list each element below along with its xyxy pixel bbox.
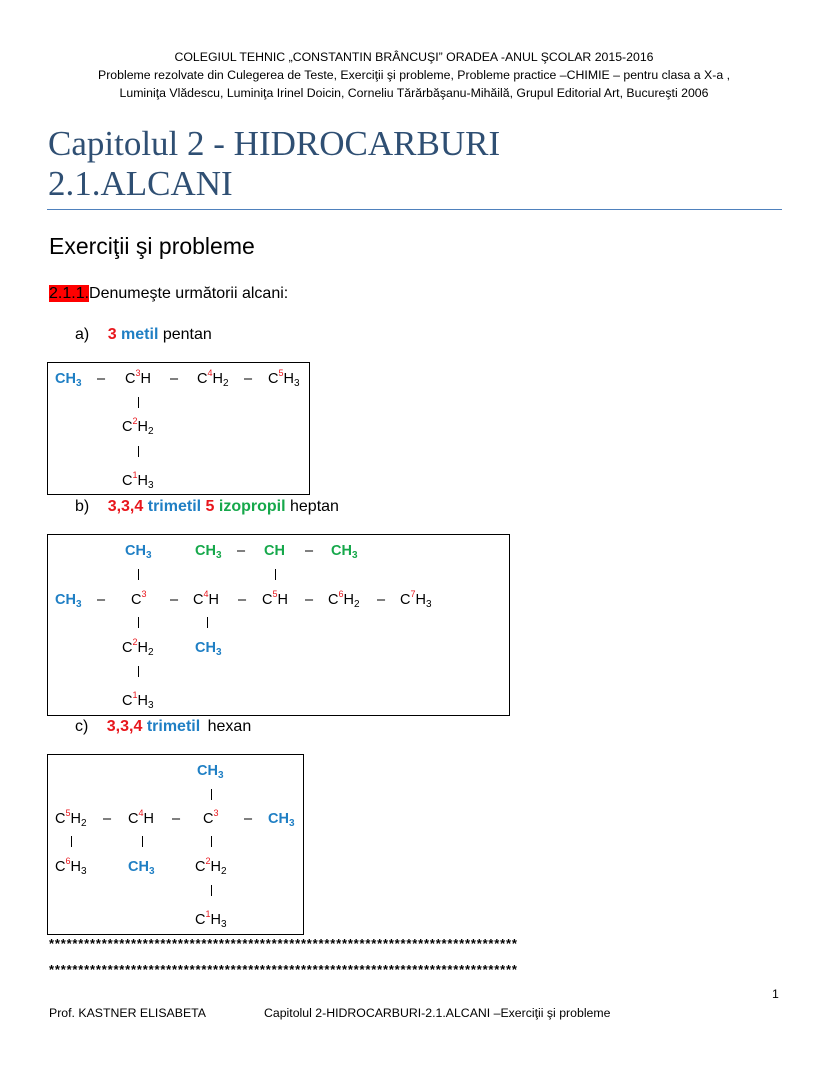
item-c-substituent: trimetil [146,718,201,735]
structure-c-ch3-right: $CH_3$ [268,811,295,829]
structure-b-c1: $C^1H_3$ [122,690,154,711]
footer-reference: Capitolul 2-HIDROCARBURI-2.1.ALCANI –Exerciţii şi probleme [264,1006,611,1020]
structure-a-ch3-left: $CH_3$ [55,371,82,389]
bond [71,836,72,847]
bond: – [172,811,181,827]
bond [138,617,139,628]
bond: – [97,371,106,387]
page-number: 1 [772,987,779,1001]
bond: – [244,811,253,827]
bond [138,666,139,677]
bond: – [377,592,386,608]
item-b-substituent-2: izopropil [218,498,286,515]
separator-line-1: ******************************************************************************** [49,936,518,951]
structure-a-c4: $C^4H_2$ [197,368,229,389]
structure-b-isopropyl-ch: CH [264,543,285,559]
item-a-letter: a) [75,326,90,343]
item-a-locants: 3 [107,326,117,343]
structure-c-ch3-top: $CH_3$ [197,763,224,781]
structure-b-c3: $C^3$ [131,589,147,608]
item-b-letter: b) [75,498,90,515]
structure-c-c5: $C^5H_2$ [55,808,87,829]
header-line-2: Probleme rezolvate din Culegerea de Teste, Exerciţii şi probleme, Probleme practice –CHIMIE – pentru clasa a X-a , [98,68,730,82]
structure-c-c2: $C^2H_2$ [195,856,227,877]
structure-b-c7: $C^7H_3$ [400,589,432,610]
item-c-parent: hexan [207,718,252,735]
section-title: 2.1.ALCANI [48,164,233,203]
structure-c-c1: $C^1H_3$ [195,909,227,930]
bond: – [238,592,247,608]
structure-b-ch3-top: $CH_3$ [125,543,152,561]
structure-a-c1: $C^1H_3$ [122,470,154,491]
item-b-parent: heptan [290,498,339,515]
header-line-1: COLEGIUL TEHNIC „CONSTANTIN BRÂNCUŞI” ORADEA -ANUL ŞCOLAR 2015-2016 [174,50,654,64]
structure-a-c3: $C^3H$ [125,368,151,387]
item-c-letter: c) [75,718,89,735]
structure-a-c5: $C^5H_3$ [268,368,300,389]
problem-text: Denumeşte următorii alcani: [89,285,289,302]
structure-a-c2: $C^2H_2$ [122,416,154,437]
item-b-substituent-1: trimetil [147,498,202,515]
item-b [75,498,339,516]
bond: – [103,811,112,827]
bond: – [305,592,314,608]
subtitle: Exerciţii şi probleme [49,233,255,259]
structure-b-c2: $C^2H_2$ [122,637,154,658]
bond [207,617,208,628]
bond [211,885,212,896]
bond [211,789,212,800]
structure-c-box [47,754,304,935]
footer-author: Prof. KASTNER ELISABETA [49,1006,206,1020]
item-c [75,718,251,736]
bond: – [305,543,314,559]
item-a-parent: pentan [162,326,212,343]
problem-statement [49,285,288,303]
bond [142,836,143,847]
structure-b-c6: $C^6H_2$ [328,589,360,610]
bond: – [97,592,106,608]
title-underline [47,209,782,210]
structure-b-c4: $C^4H$ [193,589,219,608]
bond: – [170,371,179,387]
chapter-title: Capitolul 2 - HIDROCARBURI [48,124,501,163]
structure-c-c3: $C^3$ [203,808,219,827]
item-b-locants-2: 5 [205,498,215,515]
bond: – [237,543,246,559]
bond [138,397,139,408]
problem-number: 2.1.1. [49,285,90,302]
bond [275,569,276,580]
structure-b-box [47,534,510,716]
structure-c-c4: $C^4H$ [128,808,154,827]
item-a [75,326,212,344]
structure-b-ch3-c4: $CH_3$ [195,640,222,658]
structure-c-ch3-c4: $CH_3$ [128,859,155,877]
bond: – [170,592,179,608]
item-b-locants-1: 3,3,4 [107,498,144,515]
structure-b-ch3-left: $CH_3$ [55,592,82,610]
structure-b-isopropyl-ch3-a: $CH_3$ [195,543,222,561]
header-line-3: Luminiţa Vlădescu, Luminiţa Irinel Doicin, Corneliu Tărărbăşanu-Mihăilă, Grupul Editorial Art, Bucureşti 2006 [119,86,709,100]
item-a-substituent: metil [121,326,159,343]
item-c-locants: 3,3,4 [106,718,143,735]
bond [211,836,212,847]
bond [138,446,139,457]
bond: – [244,371,253,387]
structure-c-c6: $C^6H_3$ [55,856,87,877]
structure-b-c5: $C^5H$ [262,589,288,608]
bond [138,569,139,580]
separator-line-2: ******************************************************************************** [49,962,518,977]
structure-b-isopropyl-ch3-b: $CH_3$ [331,543,358,561]
